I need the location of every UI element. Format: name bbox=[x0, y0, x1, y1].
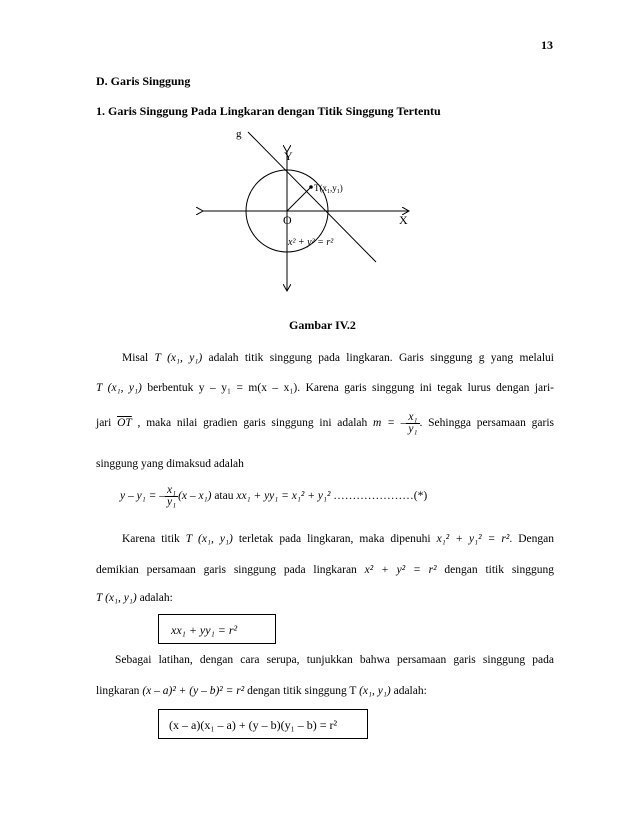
paragraph1-line3: jari $\overline{OT}$ , maka nilai gradien garis singgung ini adalah m = – $\frac{\text{x₁}}{\text{y₁}}$ . Sehingga persamaan garis bbox=[96, 411, 554, 435]
label-g: g bbox=[236, 128, 242, 140]
result-box-2: (x – a)(x₁ – a) + (y – b)(y₁ – b) = r² bbox=[158, 709, 368, 739]
section-heading: D. Garis Singgung bbox=[96, 74, 191, 88]
circle-equation: x² + y² = r² bbox=[288, 237, 334, 248]
figure-caption: Gambar IV.2 bbox=[289, 318, 356, 332]
point-t bbox=[309, 185, 313, 189]
label-y: Y bbox=[284, 149, 293, 163]
paragraph2-line2: demikian persamaan garis singgung pada lingkaran x² + y² = r² dengan titik singgung bbox=[96, 564, 554, 576]
tangent-diagram bbox=[180, 125, 430, 300]
label-t: $T(x_1,y_1)$ bbox=[314, 183, 343, 195]
paragraph1-line2: T (x₁, y₁) berbentuk y – y₁ = m(x – x₁). Karena garis singgung ini tegak lurus dengan jari- bbox=[96, 382, 554, 394]
equation-star: y – y₁ = – $\frac{\text{x₁}}{\text{y₁}}$ (x – x₁) atau xx₁ + yy₁ = x₁² + y₁² …………………(*) bbox=[120, 484, 428, 508]
subsection-heading: 1. Garis Singgung Pada Lingkaran dengan Titik Singgung Tertentu bbox=[96, 104, 441, 118]
label-x: X bbox=[399, 213, 408, 227]
result-box-1: xx₁ + yy₁ = r² bbox=[158, 614, 276, 644]
paragraph1-line4: singgung yang dimaksud adalah bbox=[96, 458, 244, 470]
page-number: 13 bbox=[541, 38, 553, 52]
paragraph3-line1: Sebagai latihan, dengan cara serupa, tunjukkan bahwa persamaan garis singgung pada bbox=[115, 654, 554, 666]
label-o: O bbox=[283, 213, 292, 227]
paragraph2-line3: T (x₁, y₁) adalah: bbox=[96, 592, 173, 604]
paragraph3-line2: lingkaran (x – a)² + (y – b)² = r² dengan titik singgung T (x₁, y₁) adalah: bbox=[96, 685, 427, 697]
paragraph2-line1: Karena titik T (x₁, y₁) terletak pada lingkaran, maka dipenuhi x₁² + y₁² = r². Dengan bbox=[122, 533, 554, 545]
paragraph1-line1: Misal T (x₁, y₁) adalah titik singgung pada lingkaran. Garis singgung g yang melalui bbox=[122, 352, 554, 364]
radius-ot bbox=[287, 187, 311, 211]
